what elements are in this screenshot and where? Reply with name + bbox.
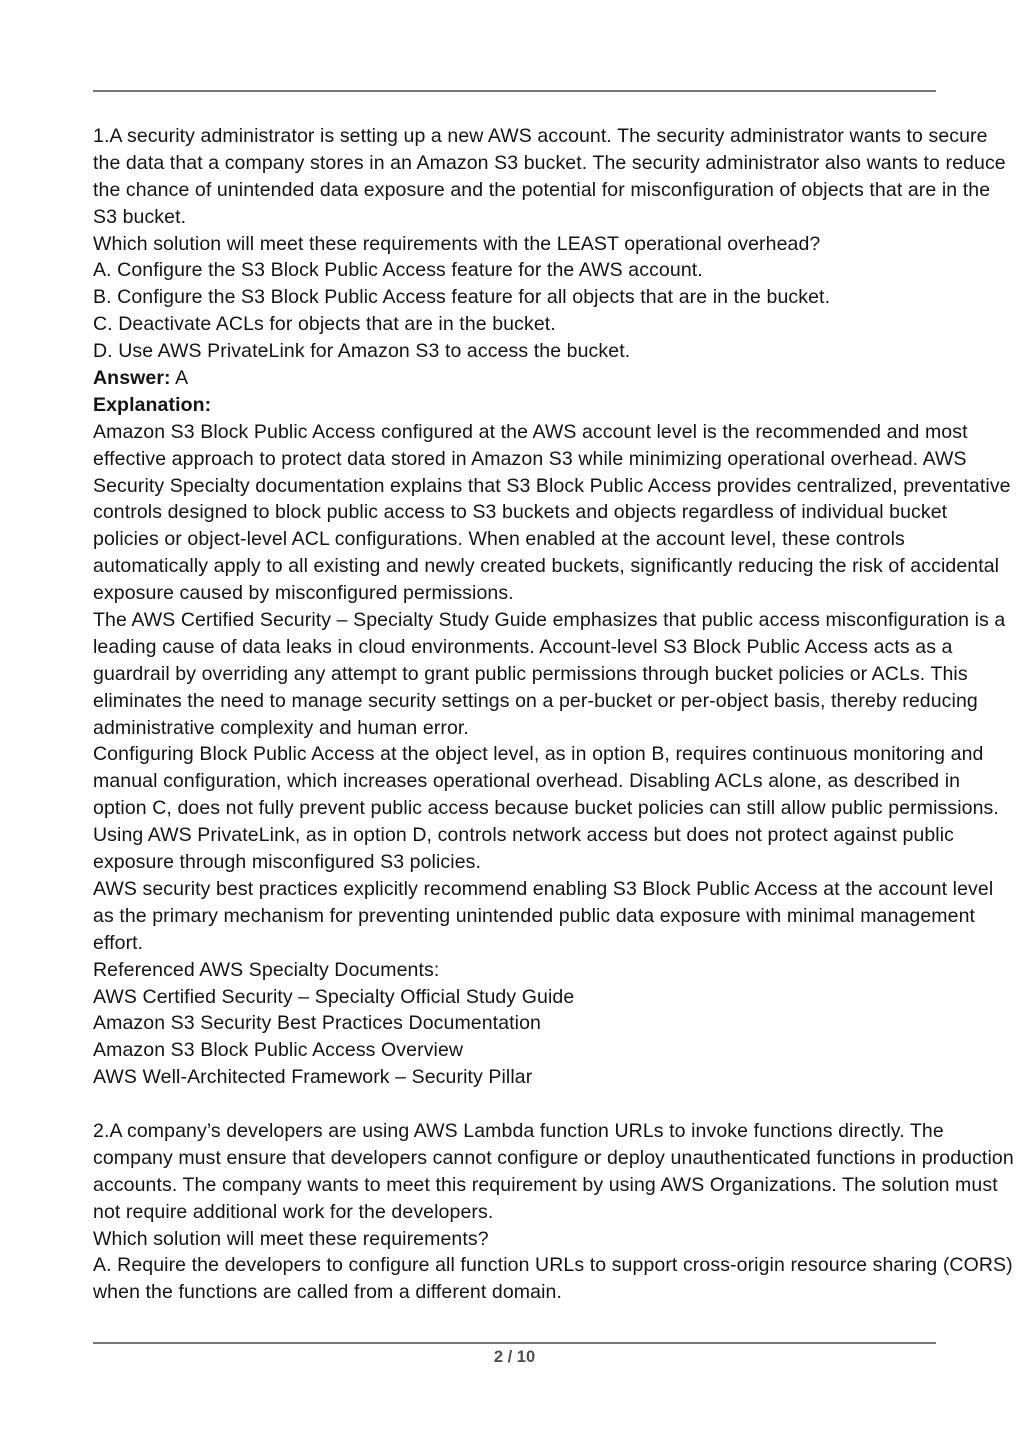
line-text: 1.A security administrator is setting up a new AWS account. The security administrator wants to secure: [93, 125, 988, 147]
document-body: [93, 123, 1014, 1306]
line-text: as the primary mechanism for preventing unintended public data exposure with minimal management: [93, 904, 976, 927]
explanation-line: [93, 553, 1000, 580]
line-text: not require additional work for the developers.: [93, 1200, 494, 1223]
line-text: Using AWS PrivateLink, as in option D, controls network access but does not protect against public: [93, 824, 955, 847]
question-prompt-line: [93, 231, 963, 258]
line-text: eliminates the need to manage security settings on a per-bucket or per-object basis, thereby reducing: [93, 689, 978, 712]
explanation-line: [93, 795, 999, 822]
line-text: Which solution will meet these requirements?: [93, 1227, 489, 1250]
explanation-line: [93, 715, 963, 742]
line-text: leading cause of data leaks in cloud environments. Account-level S3 Block Public Access acts as a: [93, 635, 953, 658]
explanation-line: [93, 419, 968, 446]
bold-label: Answer:: [93, 367, 171, 390]
header-rule: [93, 90, 936, 92]
explanation-line: [93, 446, 967, 473]
line-text: manual configuration, which increases operational overhead. Disabling ACLs alone, as described in: [93, 770, 961, 793]
explanation-line: [93, 634, 963, 661]
explanation-line: [93, 688, 978, 715]
explanation-line: [93, 580, 963, 607]
explanation-line: [93, 526, 963, 553]
option-line: [93, 284, 963, 311]
line-text: Which solution will meet these requirements with the LEAST operational overhead?: [93, 232, 821, 255]
question-text-line: [93, 1172, 998, 1199]
line-text: 2.A company’s developers are using AWS Lambda function URLs to invoke functions directly. The: [93, 1119, 944, 1142]
explanation-line: [93, 903, 976, 930]
reference-line: [93, 1064, 963, 1091]
bold-label: Explanation:: [93, 393, 212, 416]
line-text: AWS security best practices explicitly recommend enabling S3 Block Public Access at the account level: [93, 877, 994, 900]
option-line: [93, 1279, 963, 1306]
option-line: [93, 257, 963, 284]
line-text: C. Deactivate ACLs for objects that are in the bucket.: [93, 313, 556, 336]
line-text: AWS Well-Architected Framework – Security Pillar: [93, 1066, 533, 1089]
line-text: S3 bucket.: [93, 205, 187, 228]
line-text: accounts. The company wants to meet this requirement by using AWS Organizations. The solution must: [93, 1173, 998, 1196]
line-text: administrative complexity and human error.: [93, 716, 469, 739]
line-text: automatically apply to all existing and newly created buckets, significantly reducing the risk of accidental: [93, 555, 1000, 578]
question-text-line: [93, 1145, 1014, 1172]
explanation-line: [93, 930, 963, 957]
blank-line: [93, 1091, 963, 1118]
line-text: company must ensure that developers cannot configure or deploy unauthenticated functions in production: [93, 1146, 1014, 1169]
line-text: when the functions are called from a different domain.: [93, 1281, 562, 1304]
answer-line: [93, 365, 963, 392]
explanation-line: [93, 876, 994, 903]
explanation-heading: [93, 392, 963, 419]
line-text: exposure through misconfigured S3 policies.: [93, 851, 482, 874]
question-text-line: [93, 150, 1006, 177]
explanation-line: [93, 473, 1011, 500]
line-text: controls designed to block public access to S3 buckets and objects regardless of individual bucket: [93, 501, 948, 524]
question-text-line: [93, 1199, 963, 1226]
line-text: Amazon S3 Block Public Access configured at the AWS account level is the recommended and most: [93, 420, 968, 443]
line-text: AWS Certified Security – Specialty Official Study Guide: [93, 985, 575, 1008]
line-text: guardrail by overriding any attempt to grant public permissions through bucket policies or ACLs. This: [93, 662, 968, 685]
line-text: option C, does not fully prevent public access because bucket policies can still allow public permissions.: [93, 797, 999, 820]
question-text-line: [93, 177, 991, 204]
references-heading: [93, 957, 963, 984]
footer-rule: [93, 1342, 936, 1344]
line-text: Security Specialty documentation explains that S3 Block Public Access provides centralized, preventative: [93, 474, 1011, 497]
reference-line: [93, 1037, 963, 1064]
line-text: D. Use AWS PrivateLink for Amazon S3 to access the bucket.: [93, 340, 631, 363]
line-text: exposure caused by misconfigured permissions.: [93, 582, 514, 605]
line-text: A. Configure the S3 Block Public Access feature for the AWS account.: [93, 259, 703, 282]
line-text: effort.: [93, 931, 144, 954]
line-text: the data that a company stores in an Amazon S3 bucket. The security administrator also wants to reduce: [93, 151, 1006, 174]
explanation-line: [93, 741, 984, 768]
line-text: the chance of unintended data exposure and the potential for misconfiguration of objects that are in the: [93, 178, 991, 201]
line-text: A: [170, 367, 189, 390]
explanation-line: [93, 849, 963, 876]
explanation-line: [93, 499, 963, 526]
option-line: [93, 311, 963, 338]
line-text: Amazon S3 Block Public Access Overview: [93, 1039, 464, 1062]
line-text: Amazon S3 Security Best Practices Documentation: [93, 1012, 541, 1035]
question-text-line: [93, 123, 988, 150]
explanation-line: [93, 607, 1006, 634]
line-text: effective approach to protect data stored in Amazon S3 while minimizing operational overhead. AWS: [93, 447, 967, 470]
explanation-line: [93, 822, 963, 849]
line-text: Referenced AWS Specialty Documents:: [93, 958, 440, 981]
option-line: [93, 338, 963, 365]
reference-line: [93, 984, 963, 1011]
reference-line: [93, 1010, 963, 1037]
question-text-line: [93, 204, 963, 231]
page-number: 2 / 10: [493, 1348, 536, 1366]
explanation-line: [93, 661, 968, 688]
question-text-line: [93, 1118, 963, 1145]
option-line: [93, 1252, 1013, 1279]
line-text: Configuring Block Public Access at the object level, as in option B, requires continuous monitoring and: [93, 743, 984, 766]
line-text: B. Configure the S3 Block Public Access feature for all objects that are in the bucket.: [93, 286, 831, 309]
explanation-line: [93, 768, 963, 795]
line-text: A. Require the developers to configure all function URLs to support cross-origin resource sharing (CORS): [93, 1254, 1013, 1277]
question-prompt-line: [93, 1226, 963, 1253]
line-text: policies or object-level ACL configurations. When enabled at the account level, these controls: [93, 528, 905, 551]
line-text: The AWS Certified Security – Specialty Study Guide emphasizes that public access misconfiguration is a: [93, 609, 1006, 632]
